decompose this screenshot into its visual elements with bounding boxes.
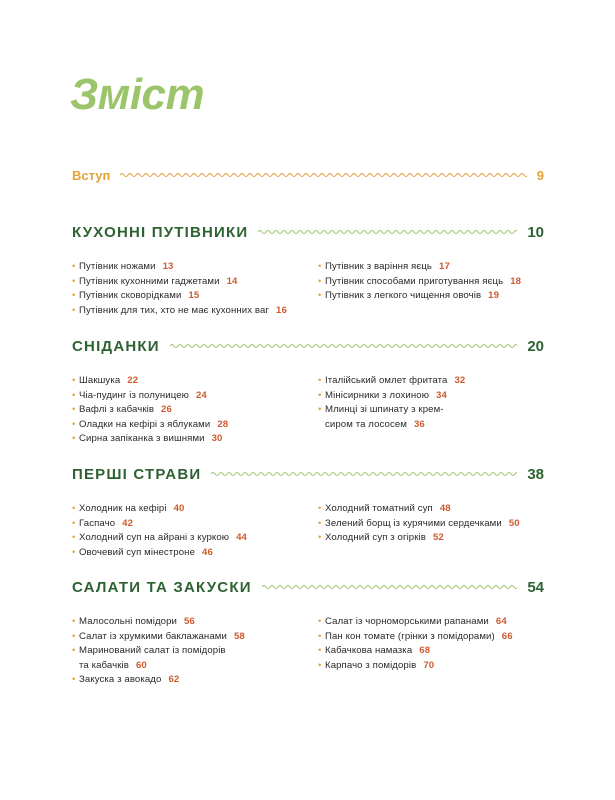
toc-entry[interactable] <box>318 517 544 532</box>
entries-right-column <box>318 502 544 560</box>
toc-entry[interactable] <box>72 289 318 304</box>
entry-page-number: 19 <box>488 290 500 302</box>
bullet-icon: • <box>318 517 322 529</box>
toc-entry[interactable] <box>72 432 318 447</box>
bullet-icon: • <box>72 532 76 544</box>
toc-entry[interactable] <box>72 615 318 630</box>
entry-title: Путівник з легкого чищення овочів <box>325 290 482 302</box>
bullet-icon: • <box>318 375 322 386</box>
bullet-icon: • <box>72 503 76 514</box>
toc-entry[interactable] <box>318 659 544 674</box>
wavy-divider <box>262 583 518 591</box>
section-page-number: 20 <box>527 337 544 355</box>
toc-entry[interactable] <box>72 546 318 561</box>
toc-entry[interactable] <box>318 403 544 432</box>
toc-entry[interactable] <box>72 418 318 433</box>
bullet-icon: • <box>72 418 76 430</box>
bullet-icon: • <box>318 389 322 401</box>
entry-title: Млинці зі шпинату з крем- <box>325 404 444 416</box>
bullet-icon: • <box>318 275 322 287</box>
toc-entry[interactable] <box>318 615 544 630</box>
bullet-icon: • <box>318 290 322 302</box>
toc-entry[interactable] <box>318 275 544 290</box>
entry-page-number: 66 <box>501 630 513 642</box>
entry-title-continued <box>79 659 318 674</box>
entry-title: Путівник способами приготування яєць <box>325 275 504 287</box>
entry-title: Гаспачо <box>79 517 116 529</box>
toc-entry[interactable] <box>318 630 544 645</box>
toc-entry[interactable] <box>318 531 544 546</box>
entry-page-number: 50 <box>508 517 520 529</box>
entry-title: Шакшука <box>79 375 121 386</box>
bullet-icon: • <box>318 404 322 416</box>
entry-page-number: 44 <box>236 532 247 544</box>
entry-title: Італійський омлет фритата <box>325 375 448 386</box>
entry-title: Карпачо з помідорів <box>325 659 417 671</box>
entry-page-number: 68 <box>419 645 431 657</box>
entry-title: Зелений борщ із курячими сердечками <box>325 517 502 529</box>
toc-entry[interactable] <box>72 389 318 404</box>
bullet-icon: • <box>72 645 76 657</box>
intro-page-number: 9 <box>536 167 544 183</box>
toc-entry[interactable] <box>318 502 544 517</box>
bullet-icon: • <box>72 290 76 302</box>
wavy-divider <box>211 470 517 478</box>
entry-page-number: 24 <box>195 389 207 401</box>
entry-page-number: 42 <box>122 517 134 529</box>
wavy-divider <box>258 228 517 236</box>
entry-title: Оладки на кефірі з яблуками <box>79 418 211 430</box>
entries-left-column <box>72 502 318 560</box>
bullet-icon: • <box>318 645 322 657</box>
entry-title: Путівник сковорідками <box>79 290 182 302</box>
entries-right-column <box>318 615 544 688</box>
toc-entry[interactable] <box>72 403 318 418</box>
entries-left-column <box>72 374 318 447</box>
toc-entry[interactable] <box>72 531 318 546</box>
toc-entry[interactable] <box>72 517 318 532</box>
section-heading[interactable] <box>72 464 544 484</box>
bullet-icon: • <box>72 389 76 401</box>
entries-right-column <box>318 374 544 447</box>
entry-page-number: 52 <box>432 532 444 544</box>
bullet-icon: • <box>72 674 76 686</box>
entry-page-number: 22 <box>127 375 139 386</box>
bullet-icon: • <box>318 532 322 544</box>
entry-title-line2: сиром та лососем <box>325 418 407 430</box>
section-page-number: 38 <box>527 465 544 483</box>
entry-page-number: 14 <box>226 275 238 287</box>
entry-title: Закуска з авокадо <box>79 674 162 686</box>
section-page-number: 54 <box>527 578 544 596</box>
entry-page-number: 18 <box>510 275 522 287</box>
section-title: СНІДАНКИ <box>72 337 160 355</box>
entry-page-number: 40 <box>173 503 185 514</box>
toc-entry[interactable] <box>72 673 318 688</box>
section-title: ПЕРШІ СТРАВИ <box>72 465 202 483</box>
entry-title: Холодний суп з огірків <box>325 532 426 544</box>
bullet-icon: • <box>72 375 76 386</box>
bullet-icon: • <box>72 546 76 558</box>
entry-title: Мінісирники з лохиною <box>325 389 430 401</box>
entries-left-column <box>72 260 318 318</box>
entry-page-number: 26 <box>161 404 172 416</box>
section-title: КУХОННІ ПУТІВНИКИ <box>72 223 249 241</box>
toc-entry[interactable] <box>72 304 318 319</box>
bullet-icon: • <box>72 616 76 627</box>
entry-title: Холодник на кефірі <box>79 503 167 514</box>
section-heading[interactable] <box>72 336 544 356</box>
intro-entry[interactable] <box>72 165 544 185</box>
toc-entry[interactable] <box>72 275 318 290</box>
entry-title: Овочевий суп мінестроне <box>79 546 196 558</box>
section-first-courses <box>72 464 544 560</box>
bullet-icon: • <box>72 404 76 416</box>
entry-page-number: 62 <box>168 674 180 686</box>
section-heading[interactable] <box>72 577 544 597</box>
bullet-icon: • <box>318 503 322 514</box>
entry-title: Пан кон томате (грінки з помідорами) <box>325 630 495 642</box>
toc-entry[interactable] <box>318 644 544 659</box>
entry-title-continued <box>325 418 544 433</box>
entry-page-number: 34 <box>436 389 447 401</box>
entry-page-number: 16 <box>276 304 287 316</box>
bullet-icon: • <box>72 275 76 287</box>
entry-page-number: 32 <box>454 375 466 386</box>
section-salads-snacks <box>72 577 544 688</box>
toc-entry[interactable] <box>72 630 318 645</box>
wavy-divider <box>120 171 526 179</box>
toc-entry[interactable] <box>318 389 544 404</box>
entries-left-column <box>72 615 318 688</box>
entry-page-number: 64 <box>495 616 507 627</box>
bullet-icon: • <box>318 630 322 642</box>
entry-page-number: 13 <box>162 261 174 272</box>
entry-page-number: 15 <box>188 290 200 302</box>
bullet-icon: • <box>72 261 76 272</box>
entry-page-number: 70 <box>423 659 435 671</box>
entry-title: Путівник для тих, хто не має кухонних ваг <box>79 304 270 316</box>
entry-title: Вафлі з кабачків <box>79 404 155 416</box>
entry-page-number: 46 <box>202 546 213 558</box>
page-title: Зміст <box>70 70 205 119</box>
entry-title: Маринований салат із помідорів <box>79 645 226 657</box>
wavy-divider <box>170 342 518 350</box>
entry-page-number: 48 <box>439 503 451 514</box>
entry-title: Путівник з варіння яєць <box>325 261 433 272</box>
entries-right-column <box>318 260 544 318</box>
entry-page-number: 36 <box>414 418 425 430</box>
intro-label: Вступ <box>72 167 111 183</box>
toc-entry[interactable] <box>72 374 318 389</box>
entry-page-number: 56 <box>183 616 195 627</box>
entry-page-number: 60 <box>135 659 147 671</box>
toc-entry[interactable] <box>72 502 318 517</box>
toc-entry[interactable] <box>72 644 318 673</box>
entry-title-line2: та кабачків <box>79 659 129 671</box>
section-page-number: 10 <box>527 223 544 241</box>
toc-entry[interactable] <box>318 374 544 389</box>
bullet-icon: • <box>318 616 322 627</box>
entry-page-number: 58 <box>233 630 245 642</box>
entry-title: Путівник кухонними гаджетами <box>79 275 220 287</box>
section-breakfasts <box>72 336 544 447</box>
entry-title: Чіа-пудинг із полуницею <box>79 389 189 401</box>
entry-title: Малосольні помідори <box>79 616 177 627</box>
section-heading[interactable] <box>72 222 544 242</box>
bullet-icon: • <box>72 433 76 445</box>
section-kitchen-guides <box>72 222 544 318</box>
entry-title: Сирна запіканка з вишнями <box>79 433 205 445</box>
bullet-icon: • <box>72 304 76 316</box>
entry-title: Холодний томатний суп <box>325 503 433 514</box>
toc-entry[interactable] <box>318 260 544 275</box>
bullet-icon: • <box>318 261 322 272</box>
entry-title: Салат із хрумкими баклажанами <box>79 630 227 642</box>
entry-page-number: 30 <box>211 433 223 445</box>
bullet-icon: • <box>72 630 76 642</box>
toc-entry[interactable] <box>318 289 544 304</box>
entry-title: Путівник ножами <box>79 261 156 272</box>
entry-title: Кабачкова намазка <box>325 645 413 657</box>
bullet-icon: • <box>72 517 76 529</box>
toc-entry[interactable] <box>72 260 318 275</box>
entry-title: Салат із чорноморськими рапанами <box>325 616 489 627</box>
entry-title: Холодний суп на айрані з куркою <box>79 532 230 544</box>
bullet-icon: • <box>318 659 322 671</box>
entry-page-number: 17 <box>439 261 450 272</box>
entry-page-number: 28 <box>217 418 229 430</box>
section-title: САЛАТИ ТА ЗАКУСКИ <box>72 578 252 596</box>
